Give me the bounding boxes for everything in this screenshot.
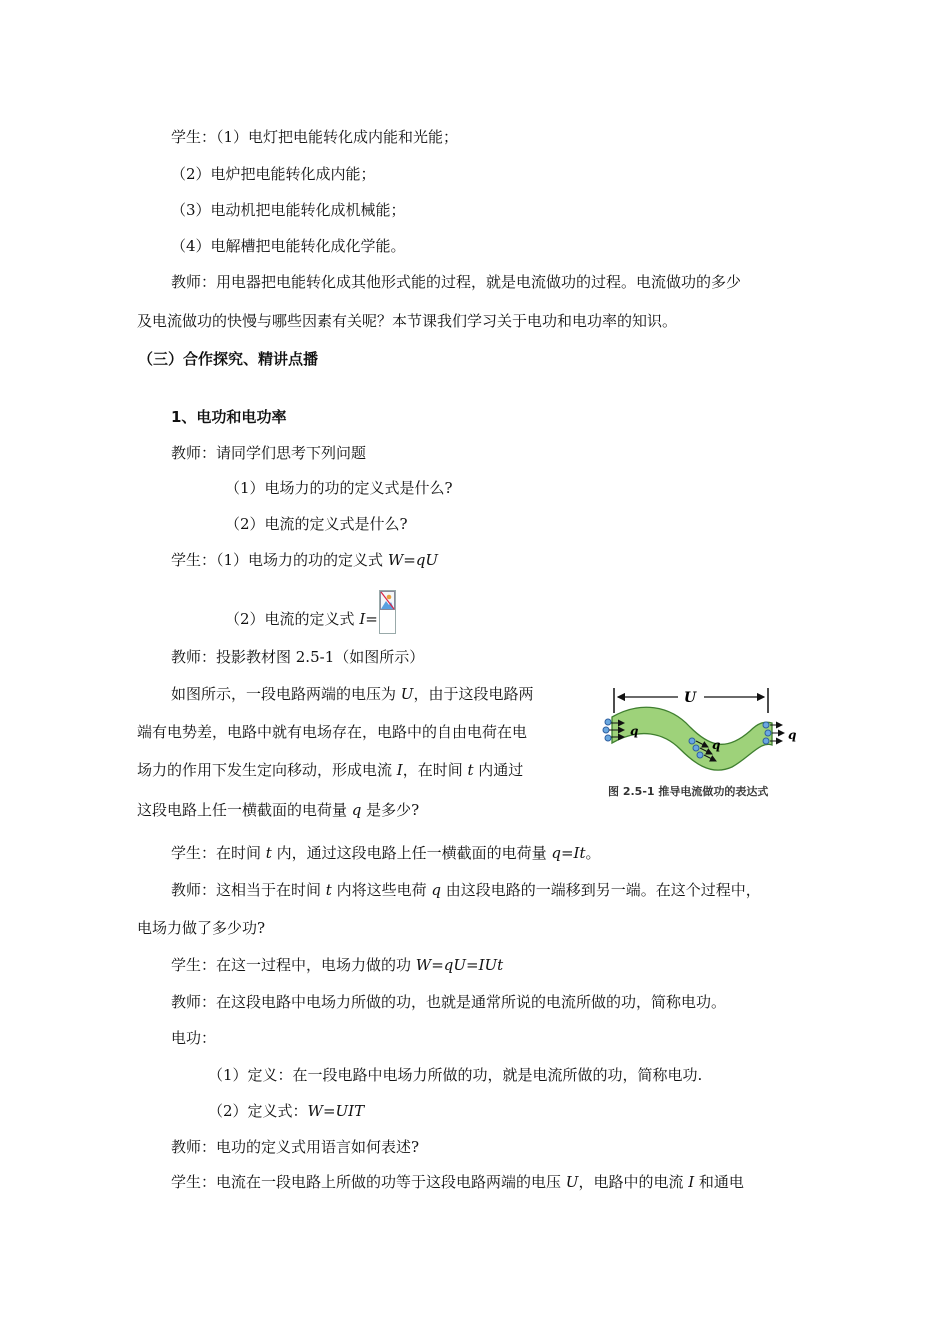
var-i: I xyxy=(396,761,403,779)
teacher-line-1: 教师：用电器把电能转化成其他形式能的过程，就是电流做功的过程。电流做功的多少 xyxy=(171,273,742,291)
question-2: （2）电流的定义式是什么? xyxy=(225,515,408,533)
teacher-work-question-cont: 电场力做了多少功? xyxy=(137,919,266,937)
q-label-left: q xyxy=(630,724,639,738)
formula-q-it: q=It xyxy=(551,844,586,862)
var-t: t xyxy=(325,881,332,899)
var-q: q xyxy=(431,881,441,899)
formula-w-qu: W=qU xyxy=(387,551,439,569)
teacher-question-intro: 教师：请同学们思考下列问题 xyxy=(171,444,367,462)
figure-caption: 图 2.5-1 推导电流做功的表达式 xyxy=(608,785,769,798)
formula-text: （2）电流的定义式 xyxy=(225,610,360,628)
student-charge-answer xyxy=(171,843,601,863)
student-formula-1 xyxy=(171,550,438,570)
paragraph-line-1 xyxy=(171,684,533,704)
text: 这段电路上任一横截面的电荷量 xyxy=(137,801,352,819)
broken-image-icon xyxy=(379,590,396,634)
student-language-answer xyxy=(171,1172,744,1192)
text: 内通过 xyxy=(473,761,524,779)
figure-2-5-1 xyxy=(600,683,815,801)
text: 由这段电路的一端移到另一端。在这个过程中， xyxy=(440,881,761,899)
teacher-projection: 教师：投影教材图 2.5-1（如图所示） xyxy=(171,648,425,666)
text: 学生：电流在一段电路上所做的功等于这段电路两端的电压 xyxy=(171,1173,566,1191)
text: 内将这些电荷 xyxy=(331,881,432,899)
q-label-middle: q xyxy=(712,738,721,752)
text: 是多少? xyxy=(361,801,420,819)
formula-i: I= xyxy=(359,610,378,628)
var-t: t xyxy=(265,844,272,862)
var-i: I xyxy=(688,1173,695,1191)
electric-work-label: 电功： xyxy=(171,1029,217,1047)
circuit-segment-illustration xyxy=(600,683,815,783)
definition-1: （1）定义：在一段电路中电场力所做的功，就是电流所做的功，简称电功. xyxy=(208,1066,703,1084)
teacher-line-1-cont: 及电流做功的快慢与哪些因素有关呢？本节课我们学习关于电功和电功率的知识。 xyxy=(137,312,678,330)
student-answer-4: （4）电解槽把电能转化成化学能。 xyxy=(171,237,406,255)
text: 如图所示，一段电路两端的电压为 xyxy=(171,685,401,703)
student-answer-1: 学生：（1）电灯把电能转化成内能和光能； xyxy=(171,128,459,146)
text: 内，通过这段电路上任一横截面的电荷量 xyxy=(271,844,552,862)
student-formula-2 xyxy=(225,598,396,642)
text: 。 xyxy=(585,844,601,862)
text: 学生：在时间 xyxy=(171,844,266,862)
text: 场力的作用下发生定向移动，形成电流 xyxy=(137,761,397,779)
text: （2）定义式： xyxy=(208,1102,308,1120)
formula-w-uit: W=UIT xyxy=(307,1102,365,1120)
question-1: （1）电场力的功的定义式是什么? xyxy=(225,479,453,497)
text: 和通电 xyxy=(694,1173,744,1191)
teacher-language-question: 教师：电功的定义式用语言如何表述? xyxy=(171,1138,420,1156)
text: 教师：这相当于在时间 xyxy=(171,881,326,899)
var-u: U xyxy=(565,1173,579,1191)
paragraph-line-3 xyxy=(137,760,523,780)
subsection-heading: 1、电功和电功率 xyxy=(171,408,287,426)
text: ，电路中的电流 xyxy=(578,1173,689,1191)
var-u: U xyxy=(400,685,414,703)
text: 学生：在这一过程中，电场力做的功 xyxy=(171,956,416,974)
text: ，由于这段电路两 xyxy=(413,685,534,703)
teacher-work-question xyxy=(171,880,761,900)
right-charges xyxy=(763,722,796,744)
section-heading: （三）合作探究、精讲点播 xyxy=(138,350,319,368)
definition-2 xyxy=(208,1101,364,1121)
teacher-definition: 教师：在这段电路中电场力所做的功，也就是通常所说的电流所做的功，简称电功。 xyxy=(171,993,727,1011)
student-answer-2: （2）电炉把电能转化成内能； xyxy=(171,165,376,183)
var-q: q xyxy=(351,801,362,819)
formula-text: 学生：（1）电场力的功的定义式 xyxy=(171,551,388,569)
formula-w-qu-iut: W=qU=IUt xyxy=(415,956,504,974)
paragraph-line-2: 端有电势差，电路中就有电场存在，电路中的自由电荷在电 xyxy=(137,723,528,741)
paragraph-line-4 xyxy=(137,800,419,820)
q-label-right: q xyxy=(788,728,797,742)
student-work-answer xyxy=(171,955,503,975)
text: ，在时间 xyxy=(402,761,468,779)
student-answer-3: （3）电动机把电能转化成机械能； xyxy=(171,201,406,219)
u-label: U xyxy=(683,690,697,706)
var-t: t xyxy=(467,761,474,779)
